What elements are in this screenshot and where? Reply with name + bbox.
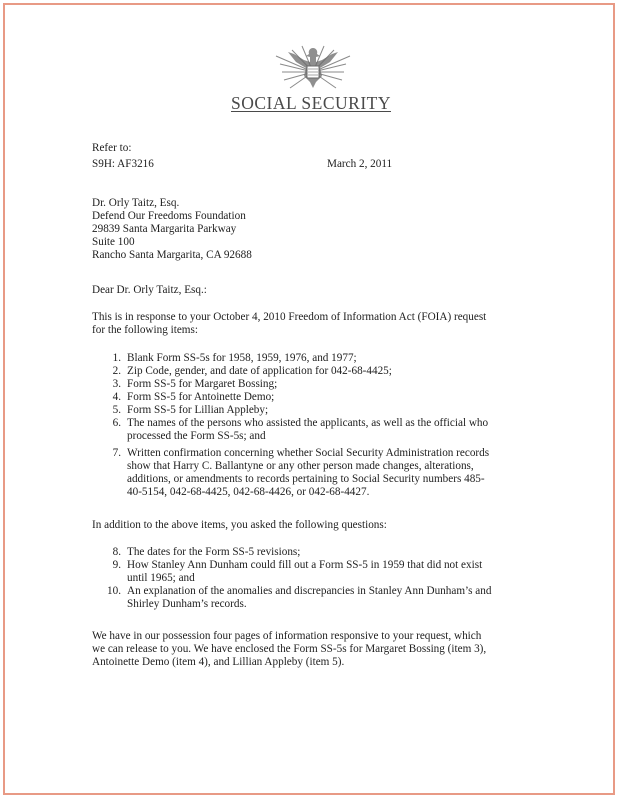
recipient-city-state: Rancho Santa Margarita, CA 92688 [92,249,252,261]
item-number: 8. [112,546,121,558]
item-text: Blank Form SS-5s for 1958, 1959, 1976, and 1977; [127,352,357,364]
item-text: Form SS-5 for Margaret Bossing; [127,378,278,390]
item-number: 6. [112,417,121,429]
item-text: Written confirmation concerning whether Social Security Administration records [127,447,490,459]
item-text: Shirley Dunham’s records. [127,598,247,610]
item-number: 7. [112,447,121,459]
intro-paragraph [92,311,486,337]
item-text: How Stanley Ann Dunham could fill out a Form SS-5 in 1959 that did not exist [127,559,483,571]
list-item [107,365,489,378]
recipient-organization: Defend Our Freedoms Foundation [92,210,246,222]
list-item [107,404,489,417]
request-items-list [107,352,489,499]
list-item [107,352,489,365]
item-text: The dates for the Form SS-5 revisions; [127,546,301,558]
letter-date: March 2, 2011 [327,158,393,170]
item-text: Form SS-5 for Lillian Appleby; [127,404,269,416]
closing-line: Antoinette Demo (item 4), and Lillian Appleby (item 5). [92,656,345,668]
salutation: Dear Dr. Orly Taitz, Esq.: [92,284,207,296]
list-item [105,585,491,611]
item-text: processed the Form SS-5s; and [127,430,266,442]
closing-line: We have in our possession four pages of information responsive to your request, which [92,630,482,642]
item-text: show that Harry C. Ballantyne or any other person made changes, alterations, [127,460,474,472]
item-number: 9. [112,559,121,571]
item-text: Zip Code, gender, and date of application for 042-68-4425; [127,365,392,377]
closing-line: we can release to you. We have enclosed the Form SS-5s for Margaret Bossing (item 3), [92,643,487,655]
item-number: 2. [112,365,121,377]
refer-to-label: Refer to: [92,142,132,154]
item-number: 5. [112,404,121,416]
list-item [105,559,491,585]
item-text: An explanation of the anomalies and discrepancies in Stanley Ann Dunham’s and [127,585,492,597]
item-number: 3. [112,378,121,390]
closing-paragraph [92,630,486,669]
list-item [105,546,491,559]
list-item [107,378,489,391]
item-text: until 1965; and [127,572,195,584]
recipient-name: Dr. Orly Taitz, Esq. [92,197,180,209]
list-item [107,417,489,443]
reference-code: S9H: AF3216 [92,158,154,170]
question-items-list [105,546,491,611]
intro-line: for the following items: [92,324,198,336]
item-number: 10. [107,585,121,597]
questions-intro: In addition to the above items, you asked the following questions: [92,519,387,531]
list-item [107,447,489,499]
intro-line: This is in response to your October 4, 2010 Freedom of Information Act (FOIA) request [92,311,487,323]
item-text: Form SS-5 for Antoinette Demo; [127,391,275,403]
item-text: additions, or amendments to records pertaining to Social Security numbers 485- [127,473,485,485]
item-text: The names of the persons who assisted the applicants, as well as the official who [127,417,489,429]
recipient-address [92,197,252,262]
list-item [107,391,489,404]
item-number: 4. [112,391,121,403]
item-number: 1. [112,352,121,364]
recipient-street: 29839 Santa Margarita Parkway [92,223,237,235]
item-text: 40-5154, 042-68-4425, 042-68-4426, or 042-68-4427. [127,486,370,498]
agency-name: SOCIAL SECURITY [231,93,391,113]
recipient-suite: Suite 100 [92,236,135,248]
